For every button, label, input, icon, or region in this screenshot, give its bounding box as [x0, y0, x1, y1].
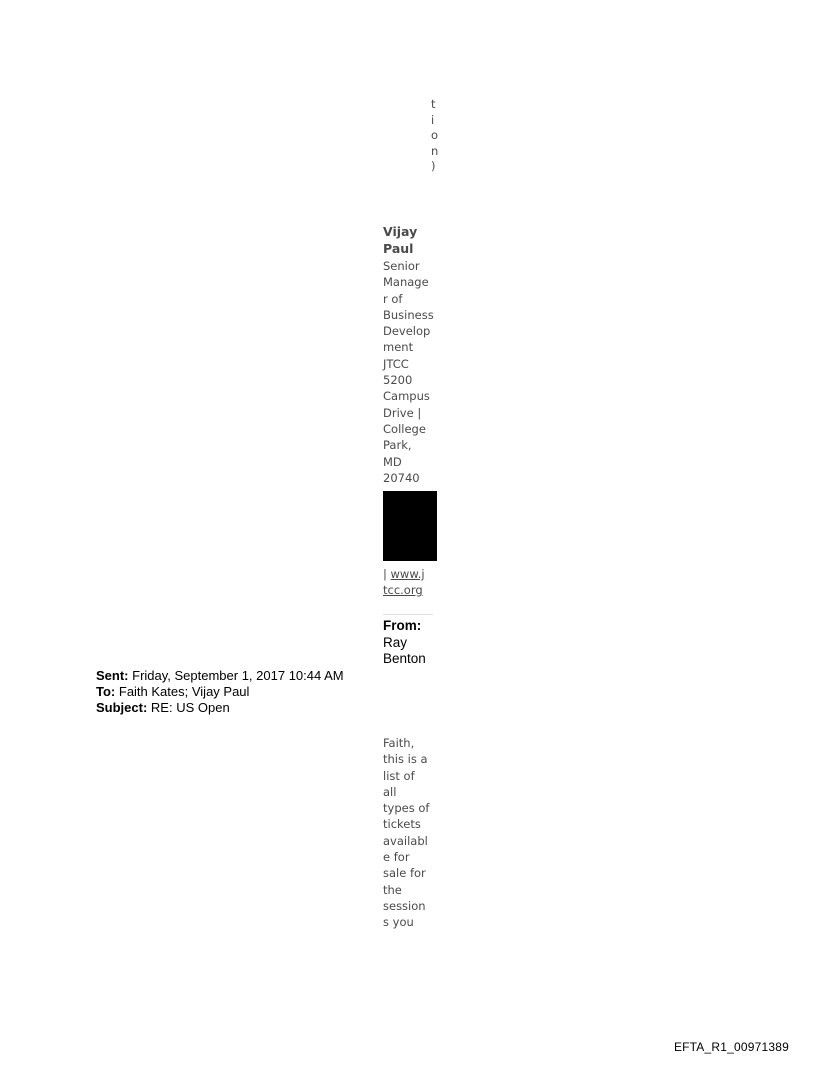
from-value: Ray Benton: [383, 634, 426, 666]
subject-value: RE: US Open: [150, 700, 230, 715]
sent-field: [96, 668, 396, 684]
to-field: [96, 684, 396, 700]
sent-value: Friday, September 1, 2017 10:44 AM: [132, 668, 344, 683]
document-id-footer: EFTA_R1_00971389: [673, 1040, 789, 1054]
email-body: Faith, this is a list of all types of tickets availabl e for sale for the session s you: [383, 736, 430, 930]
link-separator: |: [383, 567, 391, 581]
subject-label: Subject:: [96, 700, 148, 715]
divider: [383, 614, 433, 615]
sent-label: Sent:: [96, 668, 129, 683]
from-label: From:: [383, 618, 422, 633]
from-field: [383, 618, 443, 668]
website-link[interactable]: www.j tcc.org: [383, 567, 425, 598]
to-label: To:: [96, 684, 116, 699]
redaction-box: [383, 491, 437, 561]
subject-field: [96, 700, 396, 716]
to-value: Faith Kates; Vijay Paul: [118, 684, 250, 699]
signature-details: Senior Manage r of Business Develop ment JTCC 5200 Campus Drive | College Park, MD 20740: [383, 259, 434, 485]
signature-link-line: [383, 566, 443, 599]
signature-name: Vijay Paul: [383, 224, 418, 256]
wrapped-text-fragment: t i o n ): [431, 97, 439, 173]
